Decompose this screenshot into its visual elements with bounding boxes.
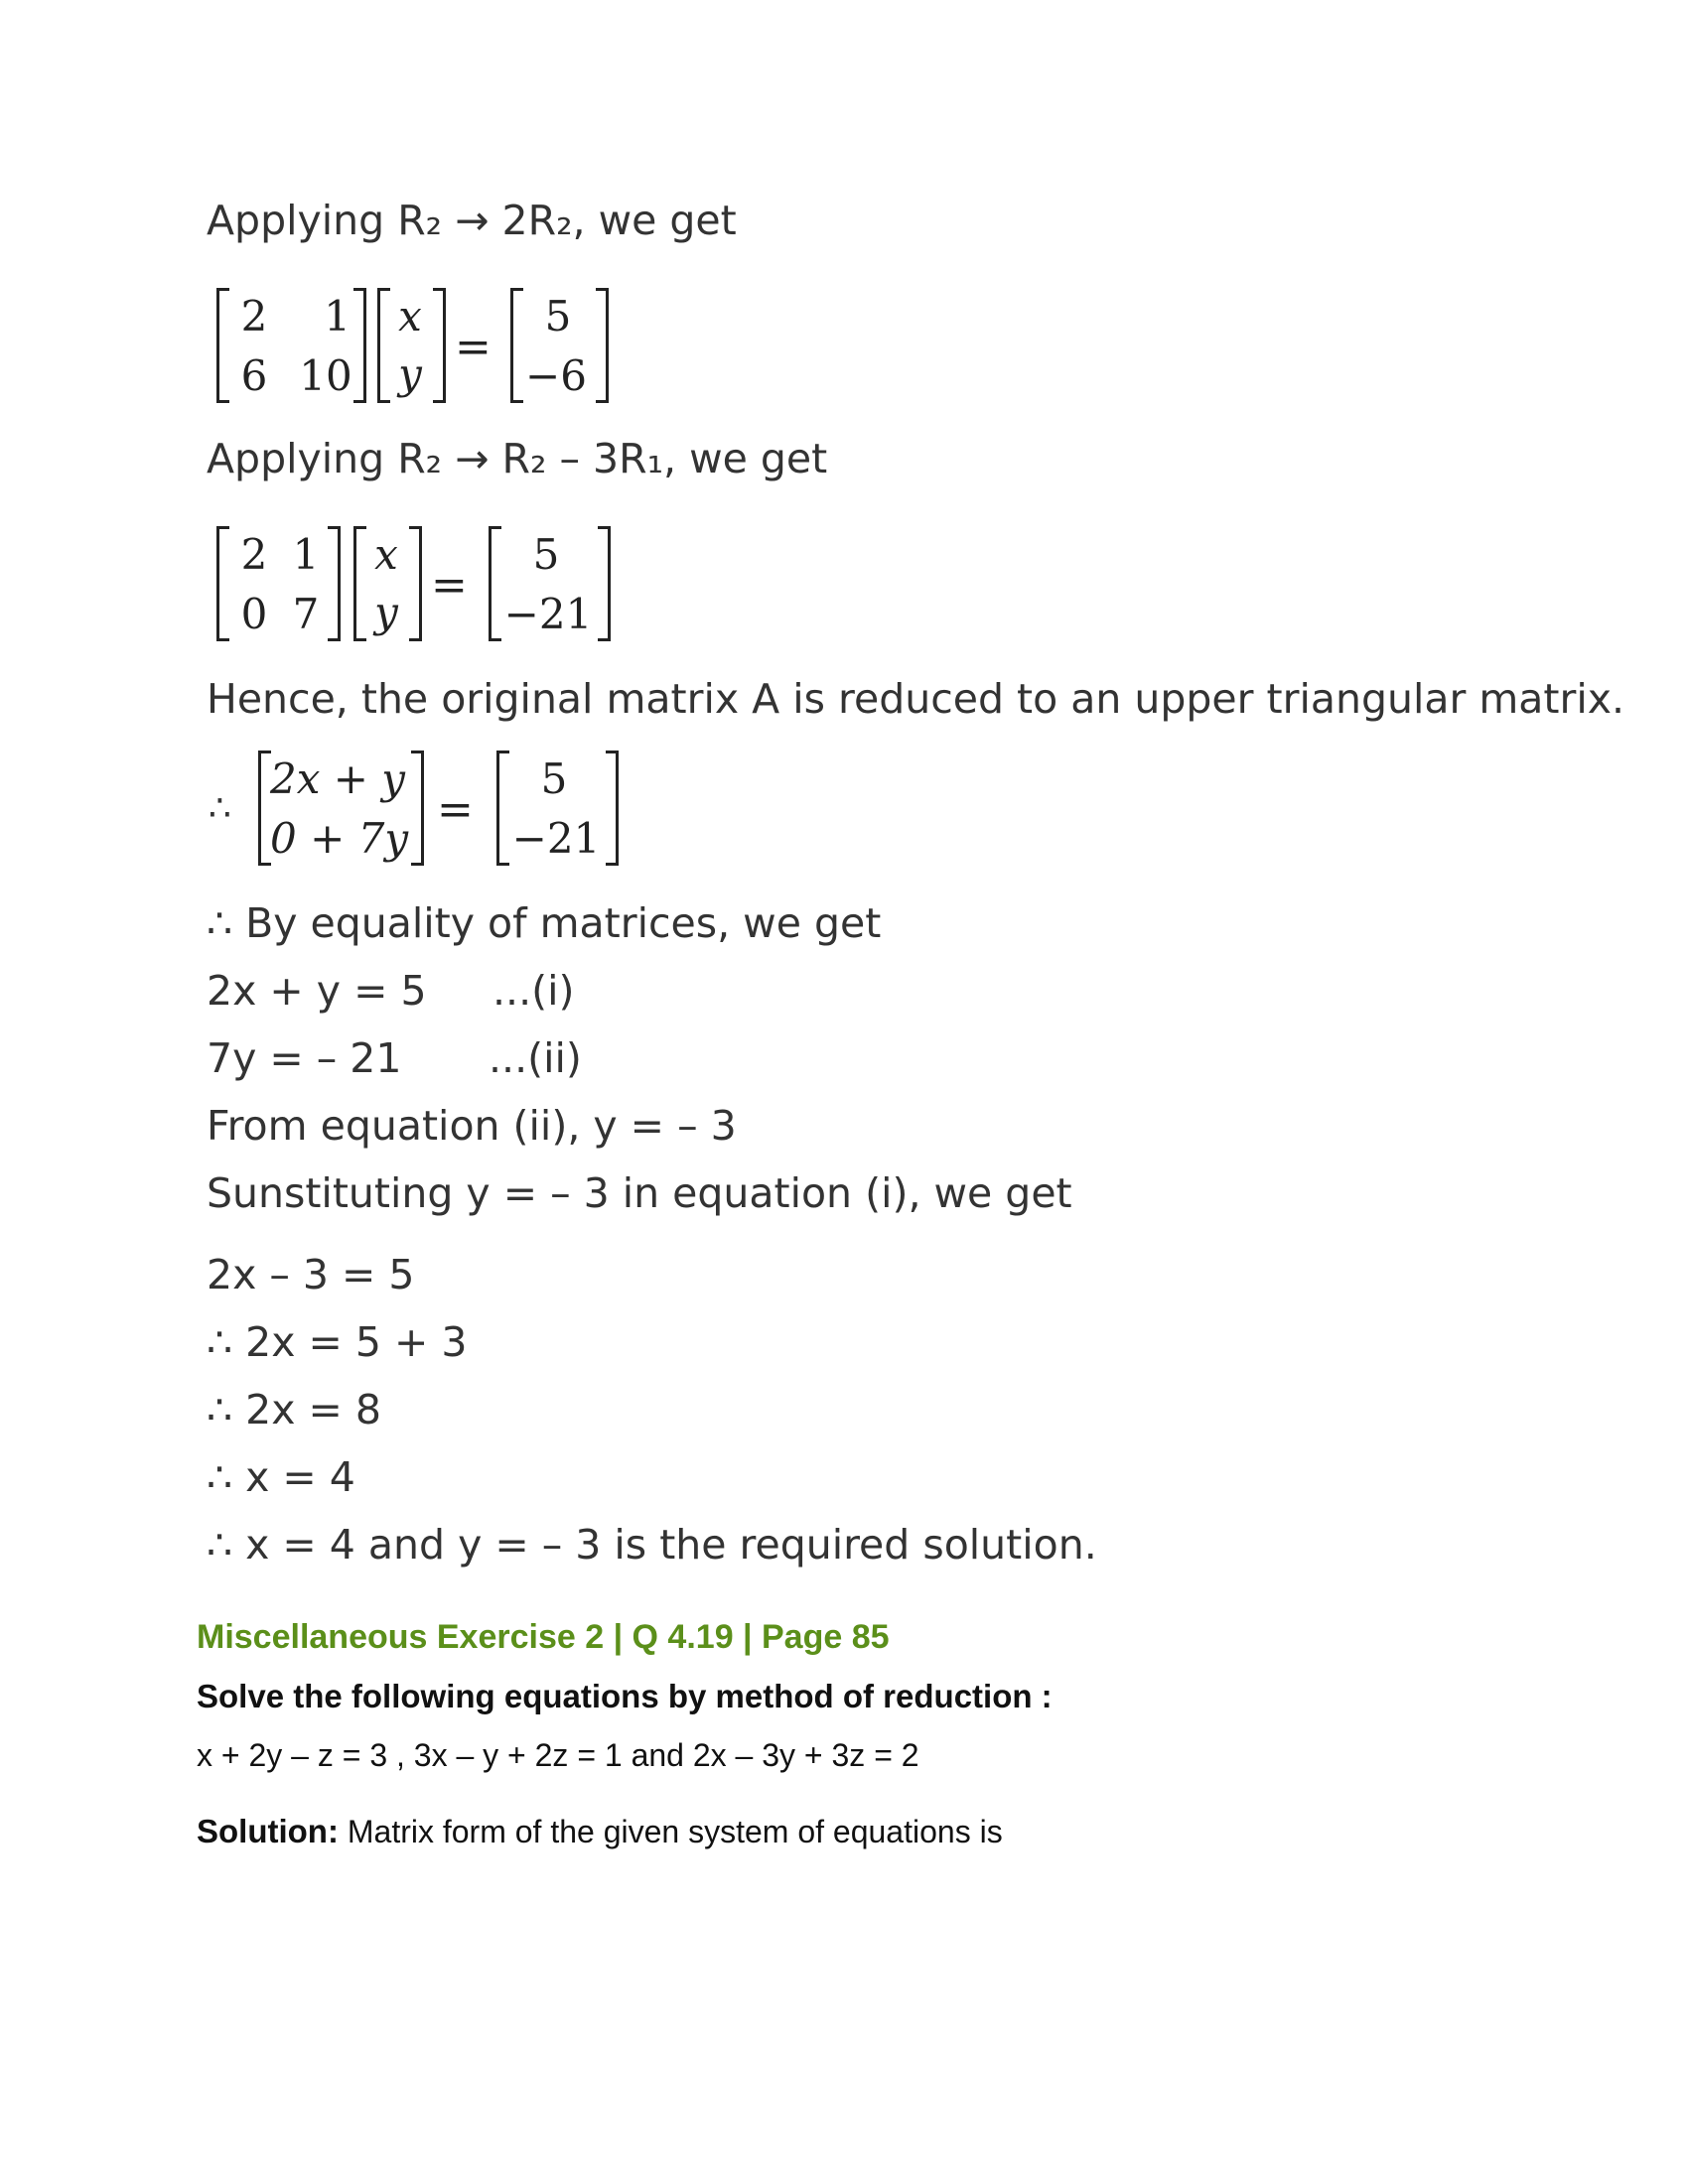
right-bracket <box>598 526 611 641</box>
matrix-equation-3 <box>258 751 655 868</box>
substituting-statement: Sunstituting y = – 3 in equation (i), we get <box>207 1169 1072 1217</box>
equation-1: 2x + y = 5 <box>207 967 427 1015</box>
matrix-cell: x <box>398 292 422 341</box>
matrix-cell: −6 <box>525 351 587 400</box>
question-prompt: Solve the following equations by method of reduction : <box>197 1678 1053 1714</box>
right-bracket <box>409 526 422 641</box>
matrix-cell: 1 <box>324 292 351 341</box>
matrix-cell: 5 <box>544 292 572 341</box>
matrix-cell: 5 <box>540 754 568 803</box>
right-bracket <box>328 526 341 641</box>
matrix-cell: 7 <box>292 590 320 638</box>
matrix-cell: 10 <box>299 351 352 400</box>
solution-intro <box>197 1813 1003 1850</box>
matrix-cell: y <box>374 588 398 636</box>
calc-step-2: ∴ 2x = 5 + 3 <box>207 1318 468 1366</box>
step-applying-r2-minus-3r1: Applying R₂ → R₂ – 3R₁, we get <box>207 435 828 482</box>
step-applying-r2-2r2: Applying R₂ → 2R₂, we get <box>207 197 737 244</box>
calc-step-1: 2x – 3 = 5 <box>207 1251 415 1298</box>
equality-statement: ∴ By equality of matrices, we get <box>207 899 882 947</box>
solution-label: Solution: <box>197 1813 339 1849</box>
calc-step-3: ∴ 2x = 8 <box>207 1386 381 1433</box>
calc-step-4: ∴ x = 4 <box>207 1453 355 1501</box>
equation-1-tag: ...(i) <box>492 967 575 1015</box>
equation-2: 7y = – 21 <box>207 1034 402 1082</box>
equation-2-tag: ...(ii) <box>489 1034 582 1082</box>
question-heading[interactable]: Miscellaneous Exercise 2 | Q 4.19 | Page 85 <box>197 1618 890 1656</box>
matrix-cell: −21 <box>511 814 601 863</box>
matrix-cell: 5 <box>532 530 560 579</box>
right-bracket <box>433 288 446 403</box>
equals-sign: = <box>455 322 492 372</box>
left-bracket <box>216 288 229 403</box>
matrix-equation-2 <box>216 526 633 643</box>
matrix-cell: y <box>398 349 422 398</box>
matrix-cell: −21 <box>503 590 593 638</box>
conclusion: ∴ x = 4 and y = – 3 is the required solution. <box>207 1521 1097 1569</box>
matrix-cell: 0 <box>240 590 268 638</box>
question-equations: x + 2y – z = 3 , 3x – y + 2z = 1 and 2x – 3y + 3z = 2 <box>197 1737 919 1773</box>
hence-statement: Hence, the original matrix A is reduced to an upper triangular matrix. <box>207 675 1625 723</box>
matrix-cell: 2 <box>240 530 268 579</box>
right-bracket <box>411 751 424 866</box>
solution-text: Matrix form of the given system of equations is <box>338 1814 1003 1849</box>
right-bracket <box>353 288 366 403</box>
matrix-cell: 2x + y <box>270 754 406 803</box>
equals-sign: = <box>437 784 474 835</box>
matrix-cell: 0 + 7y <box>270 814 409 863</box>
right-bracket <box>606 751 619 866</box>
matrix-cell: x <box>374 530 398 579</box>
therefore-symbol: ∴ <box>209 788 231 829</box>
matrix-cell: 2 <box>240 292 268 341</box>
matrix-cell: 6 <box>240 351 268 400</box>
left-bracket <box>216 526 229 641</box>
right-bracket <box>596 288 609 403</box>
matrix-cell: 1 <box>292 530 320 579</box>
equals-sign: = <box>431 560 468 611</box>
from-equation-2: From equation (ii), y = – 3 <box>207 1102 737 1150</box>
matrix-equation-1 <box>216 288 614 405</box>
